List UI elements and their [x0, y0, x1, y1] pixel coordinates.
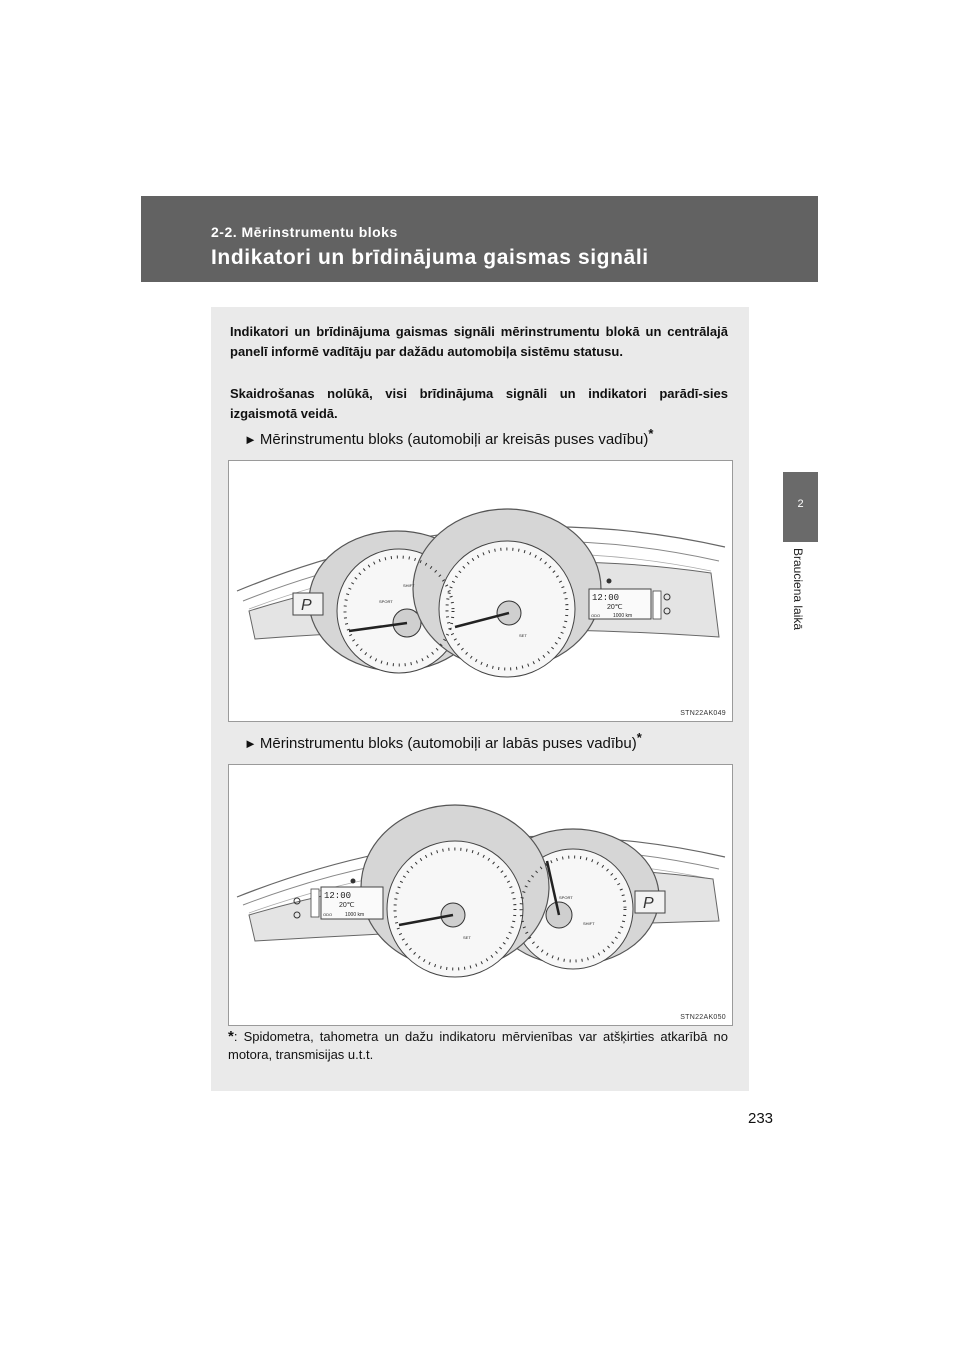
- figure-lhd-cluster: [228, 460, 733, 722]
- shift-1: SHIFT: [403, 583, 415, 588]
- sport-2: SPORT: [559, 895, 573, 900]
- intro-paragraph-2: Skaidrošanas nolūkā, visi brīdinājuma signāli un indikatori parādī-sies izgaismotā veidā.: [230, 386, 728, 421]
- temp-1: 20℃: [607, 604, 623, 611]
- arrow-right-icon: ►: [244, 432, 257, 447]
- gear-indicator-2: P: [643, 895, 654, 912]
- set-1: SET: [519, 633, 527, 638]
- arrow-right-icon: ►: [244, 736, 257, 751]
- intro-paragraph-1: Indikatori un brīdinājuma gaismas signāli mērinstrumentu blokā un centrālajā panelī informē vadītāju par dažādu automobiļa sistēmu statusu.: [230, 324, 728, 359]
- figure-code-2: STN22AK050: [680, 1014, 726, 1021]
- section-number: 2-2. Mērinstrumentu bloks: [211, 224, 398, 240]
- odo-2: 1000 km: [345, 912, 365, 918]
- figure-2-asterisk: *: [636, 730, 642, 745]
- clock-2: 12:00: [324, 891, 352, 901]
- odo-label-1: ODO: [591, 613, 601, 618]
- footnote-asterisk: *: [228, 1028, 234, 1045]
- chapter-number: 2: [797, 498, 804, 510]
- gear-indicator-1: P: [301, 597, 312, 614]
- footnote-text: : Spidometra, tahometra un dažu indikatoru mērvienības var atšķirties atkarībā no motora, transmisijas u.t.t.: [228, 1029, 728, 1062]
- figure-2-caption-text: Mērinstrumentu bloks (automobiļi ar labās puses vadību): [259, 735, 637, 752]
- temp-2: 20℃: [339, 902, 355, 909]
- section-header: [141, 196, 818, 282]
- sport-1: SPORT: [379, 599, 393, 604]
- clock-1: 12:00: [592, 593, 620, 603]
- figure-rhd-cluster: [228, 764, 733, 1026]
- figure-code-1: STN22AK049: [680, 710, 726, 717]
- set-2: SET: [463, 935, 471, 940]
- odo-1: 1000 km: [613, 613, 633, 619]
- chapter-label-wrap: [788, 548, 812, 658]
- figure-1-asterisk: *: [648, 426, 654, 441]
- page-number: 233: [748, 1110, 774, 1127]
- shift-2: SHIFT: [583, 921, 595, 926]
- page-title: Indikatori un brīdinājuma gaismas signāli: [211, 246, 649, 269]
- dashboard-illustration: [229, 765, 732, 1025]
- chapter-tab: [783, 472, 818, 542]
- figure-1-caption-text: Mērinstrumentu bloks (automobiļi ar kreisās puses vadību): [259, 431, 649, 448]
- figure-2-caption: [244, 730, 642, 752]
- dashboard-illustration: [229, 461, 732, 721]
- chapter-label: Brauciena laikā: [791, 548, 805, 631]
- odo-label-2: ODO: [323, 912, 333, 917]
- figure-1-caption: [244, 426, 653, 448]
- footnote: [228, 1028, 728, 1064]
